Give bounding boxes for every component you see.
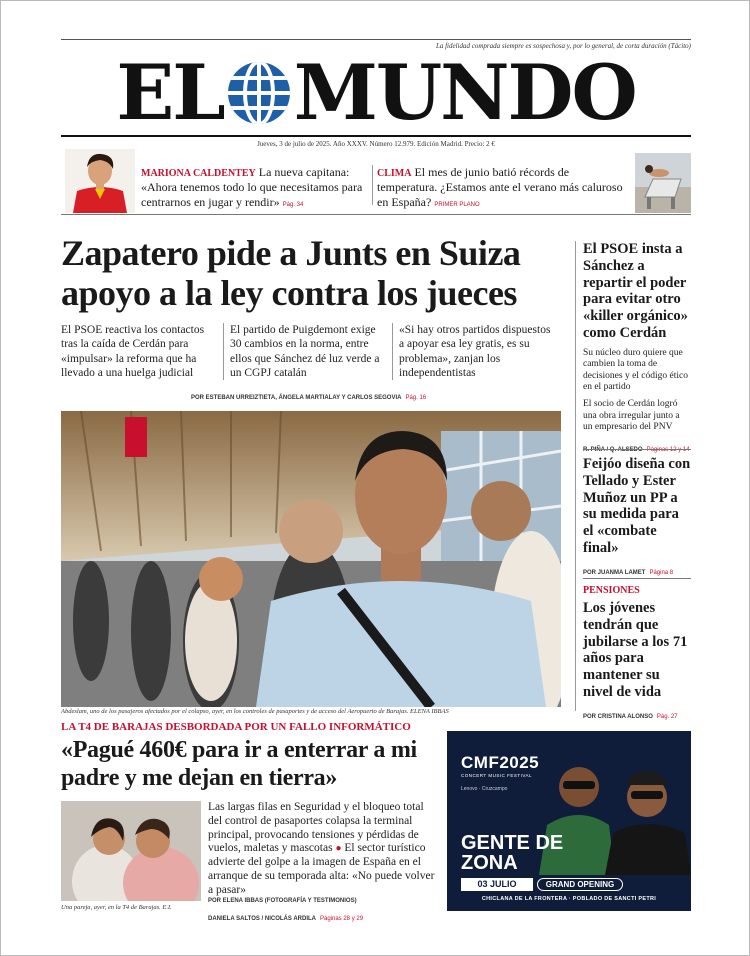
festival-ad[interactable]: [447, 731, 691, 911]
logo-word-mundo: MUNDO: [293, 48, 636, 137]
second-body-text: Las largas filas en Seguridad y el bloqueo total del control de pasaportes colapsa la terminal principal, provocando tensiones y pérdidas de vuelos, maletas y mascotas: [208, 801, 424, 855]
teaser-strip: [61, 149, 691, 215]
ad-title: GENTE DE ZONA: [461, 832, 564, 874]
ad-location: CHICLANA DE LA FRONTERA · POBLADO DE SANCTI PETRI: [481, 896, 657, 902]
byline-page: Pág. 27: [656, 713, 678, 720]
ad-date: 03 JULIO: [461, 878, 533, 891]
right-byline: [583, 438, 691, 456]
teaser-page: Pág. 34: [282, 201, 304, 208]
right-headline: Los jóvenes tendrán que jubilarse a los 71 años para mantener su nivel de vida: [583, 600, 688, 701]
column-divider: [575, 241, 576, 711]
byline-authors: POR ESTEBAN URREIZTIETA, ÁNGELA MARTIALAY Y CARLOS SEGOVIA: [191, 395, 402, 401]
right-byline: [583, 561, 691, 579]
right-headline: El PSOE insta a Sánchez a repartir el poder para evitar otro «killer orgánico» como Cerdán: [583, 241, 688, 342]
ad-opening-badge: GRAND OPENING: [537, 878, 623, 891]
newspaper-logo[interactable]: [61, 48, 691, 137]
bullet-icon: ●: [335, 843, 342, 855]
right-story-feijoo[interactable]: [583, 456, 691, 579]
globe-icon: [226, 60, 292, 126]
byline-page: Pág. 16: [405, 395, 427, 401]
teaser-caldentey[interactable]: [141, 165, 366, 209]
second-kicker: LA T4 DE BARAJAS DESBORDADA POR UN FALLO INFORMÁTICO: [61, 721, 411, 733]
lead-column: El partido de Puigdemont exige 30 cambios en la norma, entre ellos que Sánchez dé luz verde a un CGPJ catalán: [230, 323, 393, 380]
right-story-pensiones[interactable]: [583, 585, 691, 723]
right-separator: [583, 578, 691, 579]
couple-photo-caption: Una pareja, ayer, en la T4 de Barajas. E.I.: [61, 904, 172, 911]
photo-caption: Abdeslam, uno de los pasajeros afectados por el colapso, ayer, en los controles de pasaportes y de acceso del Aeropuerto de Barajas. ELENA IBBAS: [61, 708, 449, 715]
right-byline: [583, 705, 691, 723]
ad-logo: CMF2025: [461, 753, 540, 772]
beach-chair-image[interactable]: [635, 153, 691, 213]
lead-byline: [191, 386, 426, 404]
right-kicker: PENSIONES: [583, 585, 640, 596]
byline-page: Páginas 28 y 29: [320, 916, 364, 923]
teaser-kicker: MARIONA CALDENTEY: [141, 168, 256, 179]
byline-authors: DANIELA SALTOS / NICOLÁS ARDILA: [208, 916, 316, 923]
second-body-text-2: El sector turístico advierte del golpe a la imagen de España en el arranque de su temporada alta: «No puede volver a pasar»: [208, 842, 435, 896]
byline-authors: POR CRISTINA ALONSO: [583, 713, 653, 720]
lead-column: «Si hay otros partidos dispuestos a apoyar esa ley gratis, es su problema», zanjan los independentistas: [399, 324, 551, 379]
byline-page: Página 8: [649, 569, 674, 576]
teaser-kicker: CLIMA: [377, 168, 412, 179]
lead-headline[interactable]: Zapatero pide a Junts en Suiza apoyo a la ley contra los jueces: [61, 233, 521, 314]
right-summary: El socio de Cerdán logró una obra irregular junto a un empresario del PNV: [583, 399, 680, 433]
second-byline: [208, 897, 438, 927]
airport-photo[interactable]: [61, 411, 561, 707]
right-headline: Feijóo diseña con Tellado y Ester Muñoz un PP a su medida para el «combate final»: [583, 456, 691, 557]
teaser-text: La nueva capitana: «Ahora tenemos todo lo que necesitamos para centrarnos en jugar y rendir»: [141, 165, 363, 209]
right-story-psoe[interactable]: [583, 241, 691, 456]
byline-authors: POR ELENA IBBAS (FOTOGRAFÍA Y TESTIMONIOS): [208, 898, 357, 904]
second-body: [208, 801, 436, 898]
teaser-page: PRIMER PLANO: [434, 201, 480, 208]
football-player-image[interactable]: [65, 149, 135, 213]
byline-authors: POR JUANMA LAMET: [583, 569, 646, 576]
lead-column: El PSOE reactiva los contactos tras la caída de Cerdán para «impulsar» la reforma que ha llevado a una huelga judicial: [61, 323, 224, 380]
dateline: Jueves, 3 de julio de 2025. Año XXXV. Número 12.979. Edición Madrid. Precio: 2 €: [61, 135, 691, 148]
ad-sponsors: Lenovo · Cruzcampo: [461, 786, 508, 792]
logo-word-el: EL: [116, 48, 224, 137]
teaser-clima[interactable]: [377, 165, 629, 209]
right-separator: [583, 449, 691, 450]
right-summary: Su núcleo duro quiere que cambien la toma de decisiones y el código ético en el partido: [583, 347, 688, 393]
lead-summary: [61, 323, 561, 380]
ad-logo-subtitle: CONCERT MUSIC FESTIVAL: [461, 773, 533, 778]
teaser-divider: [372, 165, 373, 205]
couple-photo[interactable]: [61, 801, 201, 901]
masthead-motto: La fidelidad comprada siempre es sospechosa y, por lo general, de corta duración (Tácito): [61, 39, 691, 50]
teaser-text: El mes de junio batió récords de temperatura. ¿Estamos ante el verano más caluroso en España?: [377, 165, 623, 209]
second-headline[interactable]: «Pagué 460€ para ir a enterrar a mi padre y me dejan en tierra»: [61, 737, 417, 791]
